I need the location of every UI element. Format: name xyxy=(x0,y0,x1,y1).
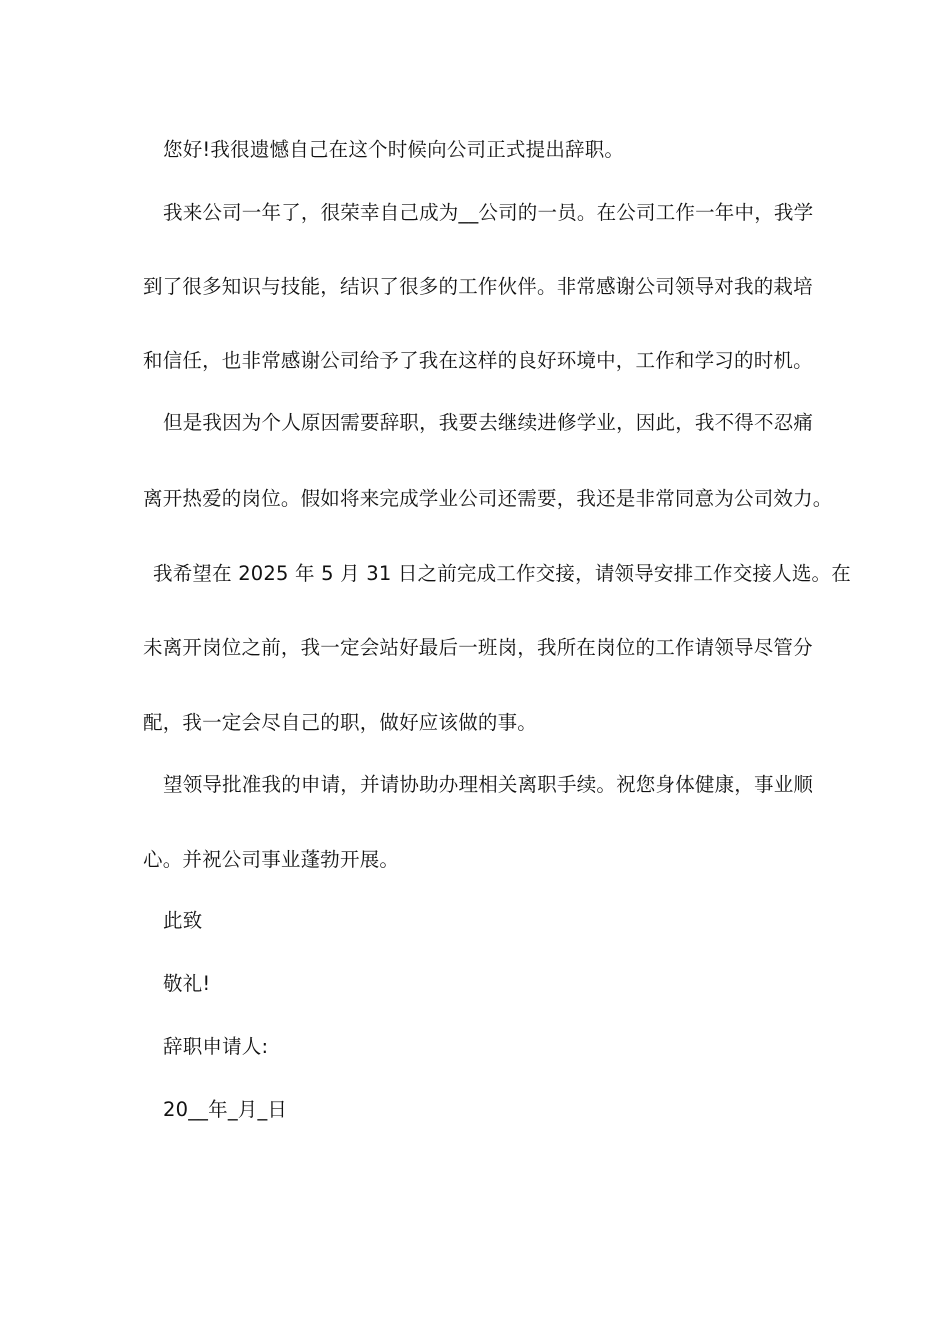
paragraph-3-line-2: 未离开岗位之前，我一定会站好最后一班岗，我所在岗位的工作请领导尽管分 xyxy=(143,636,813,659)
paragraph-2-line-1: 但是我因为个人原因需要辞职，我要去继续进修学业，因此，我不得不忍痛 xyxy=(163,411,814,434)
paragraph-3-line-1: 我希望在 2025 年 5 月 31 日之前完成工作交接，请领导安排工作交接人选。在 xyxy=(153,562,851,585)
paragraph-2-line-2: 离开热爱的岗位。假如将来完成学业公司还需要，我还是非常同意为公司效力。 xyxy=(143,487,833,510)
greeting-line: 您好!我很遗憾自己在这个时候向公司正式提出辞职。 xyxy=(163,138,625,161)
signature-label: 辞职申请人: xyxy=(163,1035,269,1058)
paragraph-1-line-1: 我来公司一年了，很荣幸自己成为__公司的一员。在公司工作一年中，我学 xyxy=(163,201,814,224)
closing-salutation: 此致 xyxy=(163,909,203,932)
paragraph-3-line-3: 配，我一定会尽自己的职，做好应该做的事。 xyxy=(143,711,538,734)
date-line: 20__年_月_日 xyxy=(163,1098,288,1121)
paragraph-4-line-2: 心。并祝公司事业蓬勃开展。 xyxy=(143,848,400,871)
paragraph-4-line-1: 望领导批准我的申请，并请协助办理相关离职手续。祝您身体健康，事业顺 xyxy=(163,773,814,796)
paragraph-1-line-2: 到了很多知识与技能，结识了很多的工作伙伴。非常感谢公司领导对我的栽培 xyxy=(143,275,813,298)
closing-regards: 敬礼! xyxy=(163,972,211,995)
paragraph-1-line-3: 和信任，也非常感谢公司给予了我在这样的良好环境中，工作和学习的时机。 xyxy=(143,349,813,372)
